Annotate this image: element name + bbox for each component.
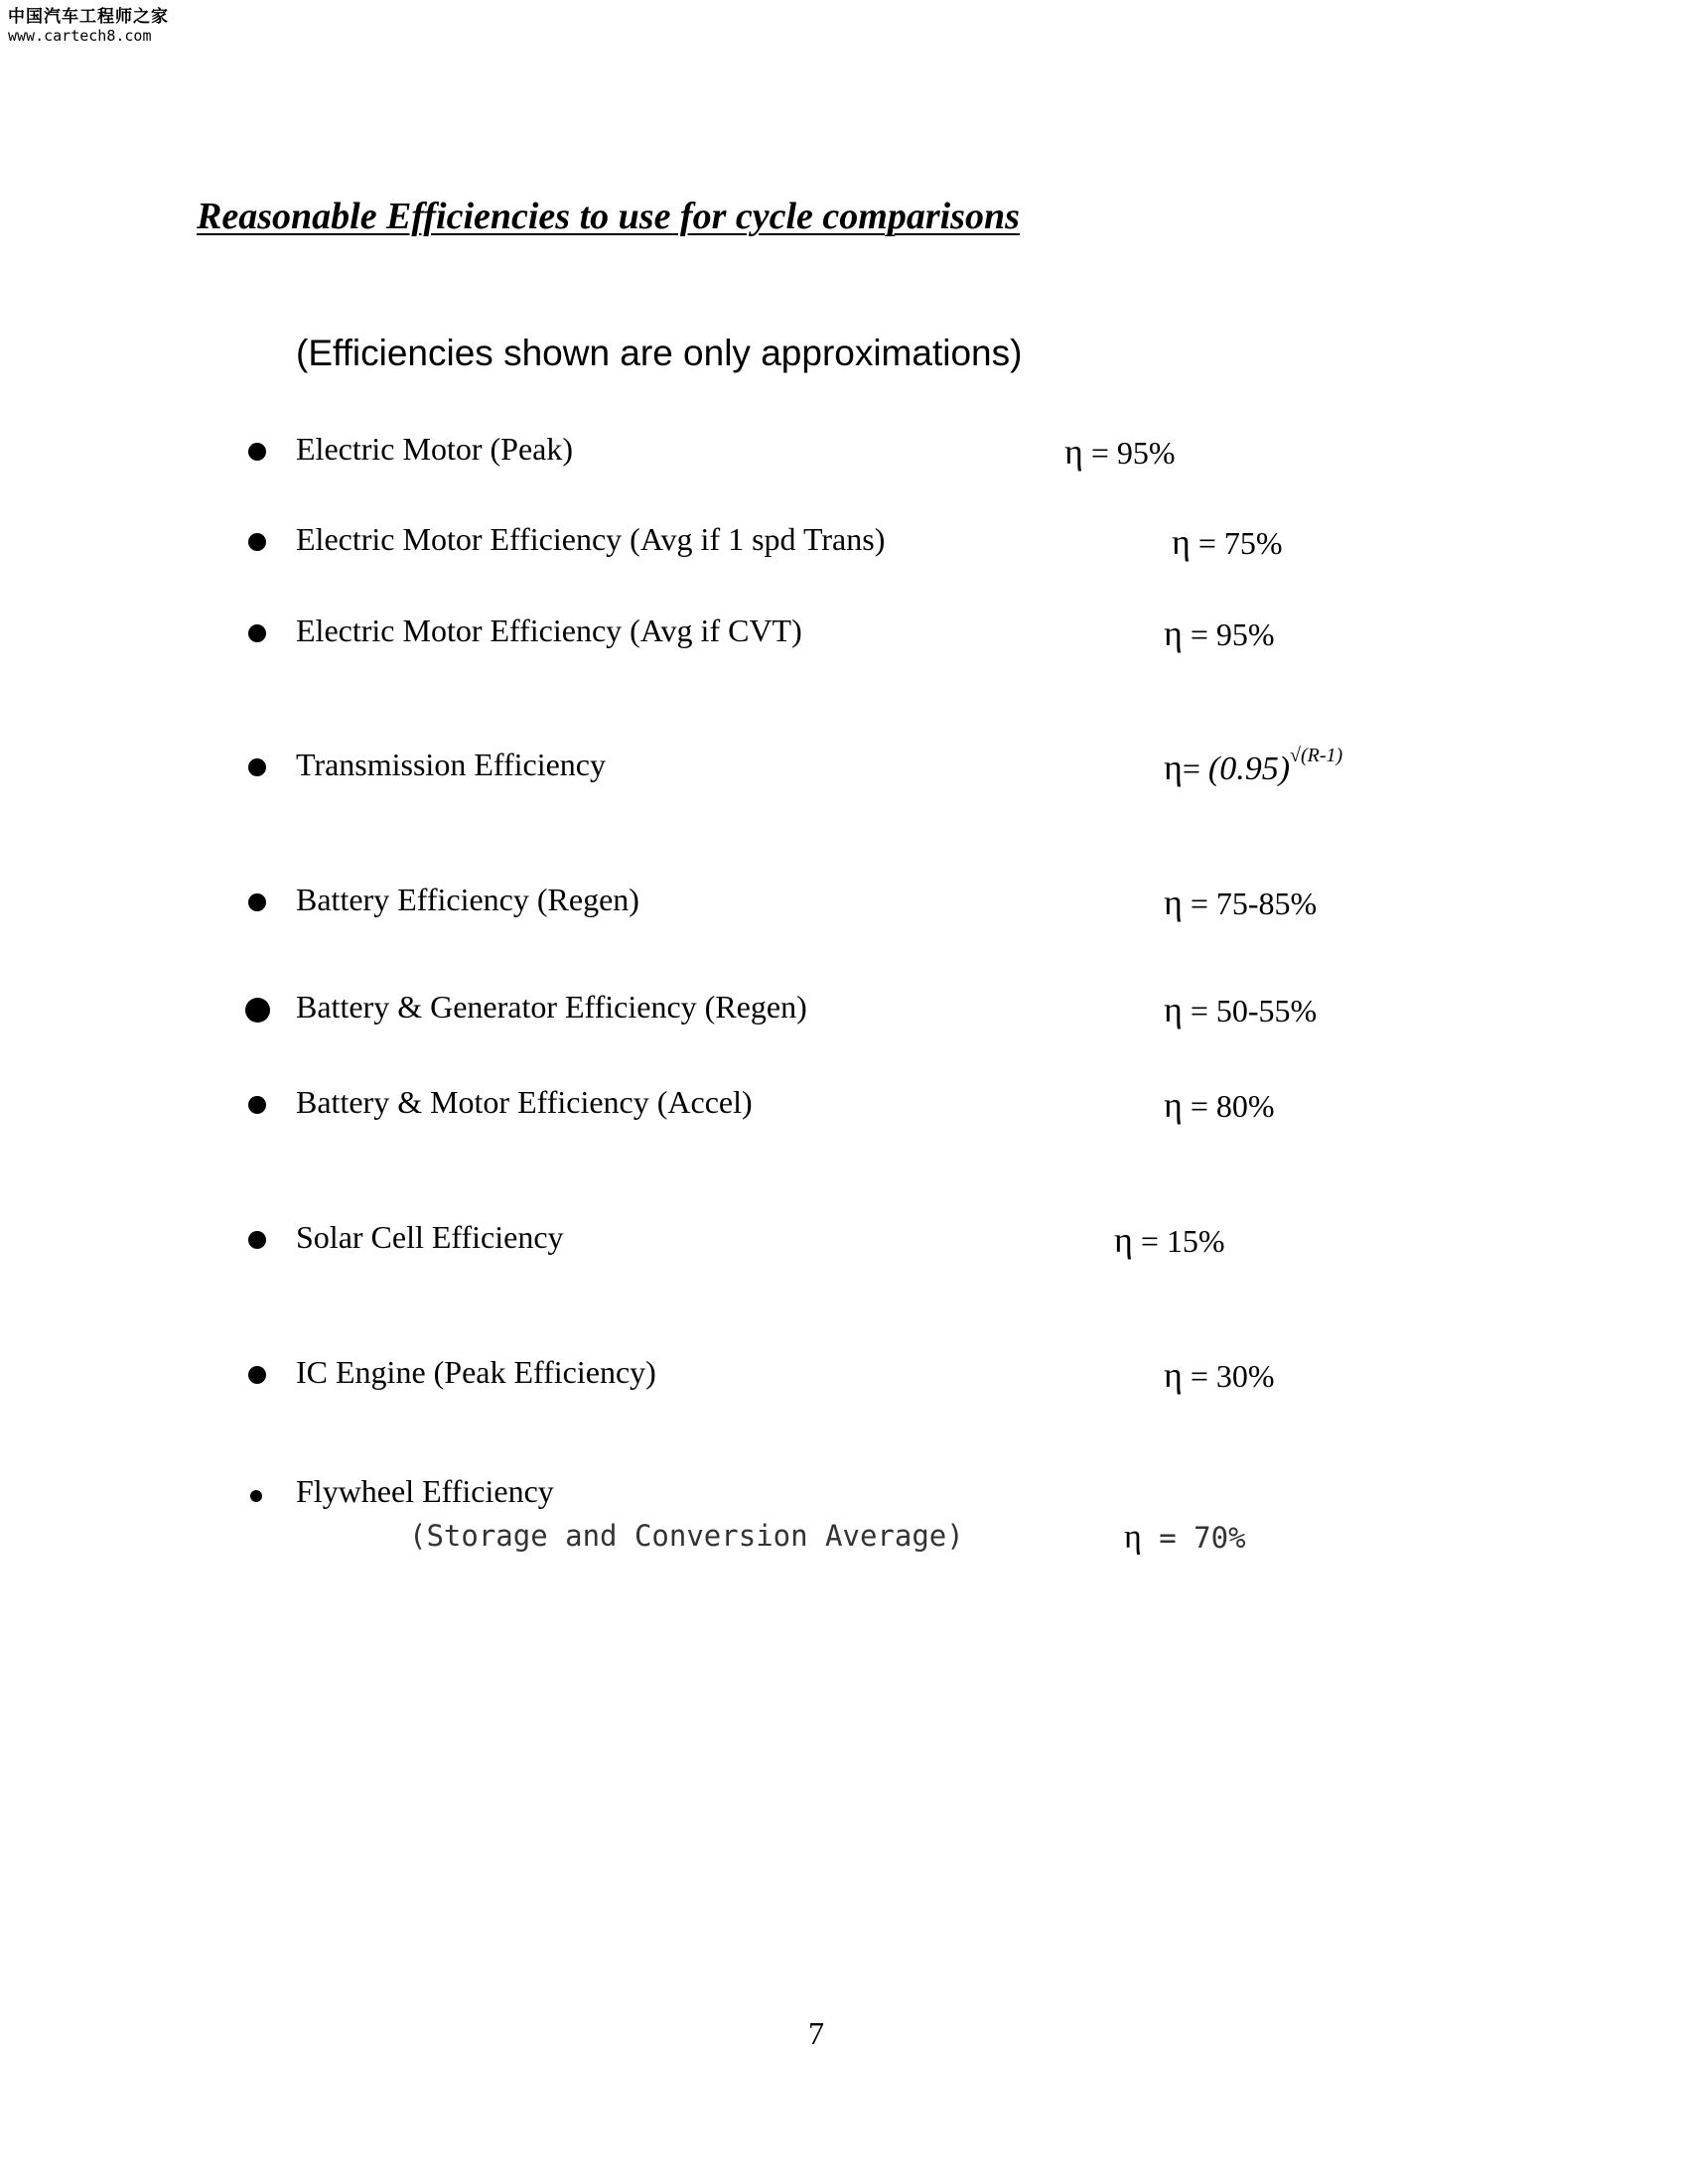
eta-symbol: η: [1064, 432, 1083, 472]
bullet-icon: [248, 893, 266, 911]
item-sublabel: (Storage and Conversion Average): [409, 1519, 964, 1553]
efficiency-item: [0, 1354, 1688, 1404]
eta-symbol: η: [1164, 748, 1183, 787]
item-value: [1114, 1219, 1225, 1261]
eta-symbol: η: [1172, 522, 1191, 562]
eta-symbol: η: [1164, 990, 1183, 1029]
item-value-text: = 80%: [1190, 1088, 1275, 1124]
efficiency-item: [0, 431, 1688, 480]
item-value: [1124, 1519, 1246, 1557]
item-value: [1164, 989, 1317, 1030]
eta-symbol: η: [1114, 1220, 1133, 1260]
watermark-site-name: 中国汽车工程师之家: [8, 7, 169, 27]
efficiency-item: [0, 613, 1688, 662]
watermark: [8, 8, 169, 45]
item-value: [1164, 882, 1317, 923]
efficiency-item: [0, 882, 1688, 931]
eta-symbol: η: [1164, 1085, 1183, 1125]
item-value: [1164, 1354, 1275, 1396]
page-title: Reasonable Efficiencies to use for cycle comparisons: [197, 196, 1020, 237]
item-value-text: = 30%: [1190, 1358, 1275, 1394]
bullet-icon: [248, 758, 266, 776]
item-value-prefix: =: [1182, 751, 1208, 786]
efficiency-item: [0, 521, 1688, 571]
bullet-icon: [248, 1096, 266, 1114]
eta-symbol: η: [1124, 1519, 1142, 1556]
item-label: Solar Cell Efficiency: [296, 1219, 564, 1255]
efficiency-item: [0, 1219, 1688, 1269]
item-label: Electric Motor Efficiency (Avg if CVT): [296, 613, 802, 648]
item-value-text: = 15%: [1140, 1223, 1225, 1259]
page-subtitle: (Efficiencies shown are only approximations): [296, 333, 1023, 373]
item-value-text: = 75%: [1197, 525, 1283, 561]
formula-exponent: √(R-1): [1290, 744, 1343, 766]
item-value-text: = 95%: [1190, 616, 1275, 652]
efficiency-item: [0, 744, 1688, 796]
eta-symbol: η: [1164, 1355, 1183, 1395]
eta-symbol: η: [1164, 883, 1183, 922]
item-value: [1164, 744, 1343, 788]
efficiency-item: [0, 989, 1688, 1038]
item-value: [1064, 431, 1176, 473]
bullet-icon: [250, 1490, 262, 1502]
item-value-text: = 70%: [1159, 1521, 1246, 1555]
item-value: [1172, 521, 1283, 563]
watermark-url: www.cartech8.com: [8, 26, 152, 45]
efficiency-item: [0, 1473, 1688, 1523]
item-label: IC Engine (Peak Efficiency): [296, 1354, 656, 1390]
item-value-text: = 95%: [1090, 435, 1176, 471]
formula-base: (0.95): [1207, 751, 1291, 787]
bullet-icon: [245, 998, 270, 1023]
item-value-text: = 75-85%: [1190, 886, 1318, 921]
item-label: Transmission Efficiency: [296, 747, 606, 782]
eta-symbol: η: [1164, 614, 1183, 653]
item-label: Battery & Generator Efficiency (Regen): [296, 989, 807, 1024]
item-value: [1164, 613, 1275, 654]
bullet-icon: [248, 1366, 266, 1384]
item-value: [1164, 1084, 1275, 1126]
item-value-text: = 50-55%: [1190, 993, 1318, 1028]
item-label: Electric Motor Efficiency (Avg if 1 spd Trans): [296, 521, 886, 557]
item-label: Electric Motor (Peak): [296, 431, 573, 467]
transmission-formula: [1207, 744, 1343, 787]
page-number: 7: [808, 2015, 824, 2051]
item-label: Battery Efficiency (Regen): [296, 882, 639, 917]
bullet-icon: [248, 1231, 266, 1249]
bullet-icon: [248, 624, 266, 642]
bullet-icon: [248, 443, 266, 461]
item-label: Flywheel Efficiency: [296, 1473, 554, 1509]
bullet-icon: [248, 533, 266, 551]
item-label: Battery & Motor Efficiency (Accel): [296, 1084, 753, 1120]
efficiency-item: [0, 1084, 1688, 1134]
